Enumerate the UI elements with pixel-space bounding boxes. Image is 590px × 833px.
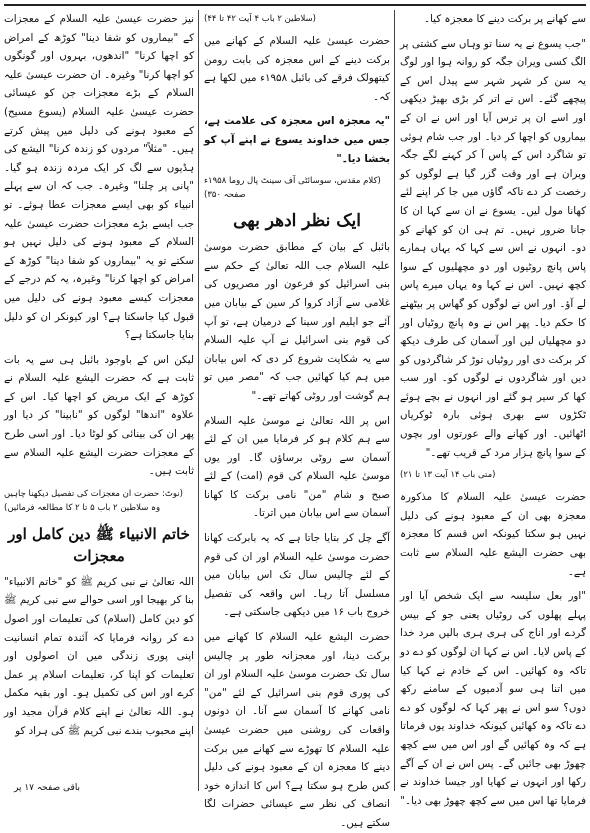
column-right: [400, 10, 586, 807]
paragraph: سے کھانے پر برکت دینے کا معجزہ کیا۔: [423, 13, 586, 25]
reference-citation: (سلاطین ۲ باب ۴ آیت ۴۲ تا ۴۴): [204, 14, 316, 24]
quote-paragraph: "اور بعل سلیسہ سے ایک شخص آیا اور پہلے پھلوں کی روٹیاں یعنی جو کے بیس گردے اور اناج کی ہری ہری بالیں مرد خدا کے پاس لایا۔ اس نے کہا ان لوگوں کو دے دو تاکہ وہ کھائیں۔ اس کے خادم نے کہا کیا میں اتنا ہی سو آدمیوں کے سامنے رکھ دوں؟ سو اس نے پھر کہا کہ لوگوں کو دے دے تاکہ وہ کھائیں کیونکہ خداوند یوں فرماتا ہے کہ وہ کھائیں گے اور اس میں سے کچھ چھوڑ بھی جائیں گے۔ پس اس نے ان کے آگے رکھا اور انہوں نے کھایا اور جیسا خداوند نے فرمایا تھا اس میں سے کچھ چھوڑ بھی دیا۔": [400, 590, 586, 807]
paragraph: حضرت الیشع علیہ السلام کا کھانے میں برکت دینا، اور معجزانہ طور پر چالیس سال تک حضرت موسیٰ علیہ السلام اور ان کی پوری قوم بنی اسرائیل کے لئے "من" نامی کھانے کا آسمان سے آنا۔ ان دونوں واقعات کی روشنی میں حضرت عیسیٰ علیہ السلام کا تھوڑے سے کھانے میں برکت دینے کا معجزہ ان کے معبود ہونے کی دلیل کس طرح ہو سکتا ہے؟ اس کا اندازہ خود انصاف کی نظر سے عیسائی حضرات لگا سکتے ہیں۔: [204, 631, 390, 829]
paragraph: حضرت عیسیٰ علیہ السلام کے کھانے میں برکت دینے کے اس معجزہ کی بابت رومن کیتھولک فرقے کی بائبل ۱۹۵۸ء میں لکھا ہے کہ۔: [204, 35, 390, 103]
continued-note: باقی صفحہ ۱۷ پر: [14, 783, 81, 793]
paragraph: حضرت عیسیٰ علیہ السلام کا مذکورہ معجزہ بھی ان کے معبود ہونے کی دلیل نہیں ہو سکتا کیونکہ اس قسم کا معجزہ بھی حضرت الیشع علیہ السلام سے ثابت ہے۔: [400, 491, 586, 578]
paragraph: اللہ تعالیٰ نے نبی کریم ﷺ کو "خاتم الانبیاء" بنا کر بھیجا اور اسی حوالے سے نبی کریم ﷺ کو دین کامل (اسلام) کی تعلیمات اور اصول دے کر روانہ فرمایا کہ آئندہ تمام انسانیت اپنی پوری زندگی میں ان اصولوں اور تعلیمات کو اپنا کر، تعلیمات اسلام پر عمل کرے اور اس کی تکمیل ہو۔ اور بقیہ مکمل ہو۔ اللہ تعالیٰ نے اپنے کلام قرآن مجید اور اپنے محبوب بندے نبی کریم ﷺ کی ہراد کو: [4, 575, 194, 737]
column-left: [4, 10, 194, 791]
reference-citation: (متی باب ۱۴ آیت ۱۳ تا ۲۱): [400, 470, 496, 481]
paragraph: اس پر اللہ تعالیٰ نے موسیٰ علیہ السلام سے ہم کلام ہو کر فرمایا میں ان کے لئے آسمان سے روٹی برساؤں گا۔ اور یوں موسیٰ علیہ السلام کی قوم (امت) کے لئے صبح و شام "من" نامی برکت کا کھانا آسمان سے اس بیابان میں اترتا۔: [204, 414, 390, 520]
paragraph: آگے چل کر بتایا جاتا ہے کہ یہ بابرکت کھانا حضرت موسیٰ علیہ السلام اور ان کی قوم کے لئے چالیس سال تک اس بیابان میں مسلسل آتا رہا۔ اس واقعہ کی تفصیل خروج باب ۱۶ میں دیکھی جاسکتی ہے۔: [204, 532, 390, 619]
document-page: [4, 4, 586, 829]
paragraph: نیز حضرت عیسیٰ علیہ السلام کے معجزات کے "بیماروں کو شفا دینا" کوڑھ کے امراض کو اچھا کرنا" "اندھوں، بہروں اور گونگوں کو اچھا کرنا" وغیرہ۔ ان حضرت عیسیٰ علیہ السلام کے بڑے معجزات جن کو عیسائی حضرت عیسیٰ علیہ السلام (یسوع مسیح) کے معبود ہونے کی دلیل میں پیش کرتے ہیں۔ "مثلاً" مردوں کو زندہ کرنا" اليشع كی ہڈیوں سے لگ کر ایک مردہ زندہ ہو گیا۔ "پانی پر چلنا" وغیرہ۔ جب کہ ان سے پہلے انبیاء کو بھی ایسے معجزات عطا ہوئے۔ تو جب ایسے بڑے معجزات حضرت عیسیٰ علیہ السلام کے معبود ہونے کی دلیل نہیں ہو سکتے تو یہ "بیماروں کو شفا دینا" کوڑھ کے امراض کو اچھا کرنا" وغیرہ، یہ کم درجے کے معجزات کیسے معبود ہونے کی دلیل میں قبول کیا جاسکتا ہے؟ اور کیونکر ان کو دلیل بنایا جاسکتا ہے؟: [4, 13, 194, 342]
column-divider: [394, 10, 395, 791]
paragraph: لیکن اس کے باوجود بائبل ہی سے یہ بات ثابت ہے کہ حضرت الیشع علیہ السلام نے کوڑھ کے ایک مریض کو اچھا کیا۔ اس کے علاوہ "اندھا" لوگوں کو "نابینا" کر دیا اور پھر ان کی بینائی کو لوٹا دیا۔ اور اسی طرح کے معجزات حضرت الیشع علیہ السلام سے ثابت ہیں۔: [4, 353, 194, 478]
paragraph: بائبل کے بیان کے مطابق حضرت موسیٰ علیہ السلام جب اللہ تعالیٰ کے حکم سے بنی اسرائیل کو فرعون اور مصریوں کی غلامی سے آزاد کروا کر سین کے بیابان میں آئے جو ایلیم اور سینا کے درمیان ہے، تو آپ کی قوم بنی اسرائیل نے آپ علیہ السلام سے یہ شکایت شروع کر دی کہ اس بیابان میں ہم کیا کھائیں جب کہ "مصر میں تو ہم گوشت اور روٹی کھاتے تھے۔": [204, 241, 390, 402]
reference-citation: (کلام مقدس، سوسائٹی آف سینٹ پال روما ۱۹۵۸ء صفحہ ۳۵۰): [204, 176, 381, 201]
column-divider: [198, 10, 199, 791]
quote-paragraph: "جب یسوع نے یہ سنا تو وہاں سے کشتی پر الگ کسی ویران جگہ کو روانہ ہوا اور لوگ یہ سن کر شہر شہر سے پیدل اس کے پیچھے گئے۔ اس نے اتر کر بڑی بھیڑ دیکھی اور اسے ان پر ترس آیا اور اس نے ان کے بیماروں کو اچھا کر دیا۔ اور جب شام ہوئی تو شاگرد اس کے پاس آ کر کہنے لگے جگہ ویران ہے اور وقت گزر گیا ہے لوگوں کو رخصت کر دے تاکہ گاؤں میں جا کر اپنے لئے کھانا مول لیں۔ یسوع نے ان سے کہا ان کا جانا ضرور نہیں۔ تم ہی ان کو کھانے کو دو۔ انہوں نے اس سے کہا کہ یہاں ہمارے پاس پانچ روٹیوں اور دو مچھلیوں کے سوا کچھ نہیں۔ اس نے کہا وہ یہاں میرے پاس لے آؤ۔ اور اس نے لوگوں کو گھاس پر بیٹھنے کا حکم دیا۔ پھر اس نے وہ پانچ روٹیاں اور دو مچھلیاں لیں اور آسمان کی طرف دیکھ کر برکت دی اور روٹیاں توڑ کر شاگردوں کو دیں اور شاگردوں نے لوگوں کو۔ اور سب کھا کر سیر ہو گئے اور انہوں نے بچے ہوئے ٹکڑوں سے بھری ہوئی بارہ ٹوکریاں اٹھائیں۔ اور کھانے والے عورتوں اور بچوں کے سوا پانچ ہزار مرد کے قریب تھے۔": [400, 37, 586, 459]
column-middle: [204, 10, 390, 829]
reference-citation: (نوٹ: حضرت ان معجزات کی تفصیل دیکھنا چاہیں وہ سلاطین ۲ باب ۵ تا ۲ کا مطالعہ فرمائیں): [4, 488, 183, 513]
section-heading: خاتم الانبیاء ﷺ دین کامل اور معجزات: [8, 524, 190, 565]
quote-paragraph: "یہ معجزہ اس معجزہ کی علامت ہے، جس میں خداوند یسوع نے اپنے آپ کو بخشا دیا۔": [204, 115, 390, 165]
section-heading: ایک نظر ادھر بھی: [233, 211, 361, 232]
top-rule: [4, 4, 586, 6]
